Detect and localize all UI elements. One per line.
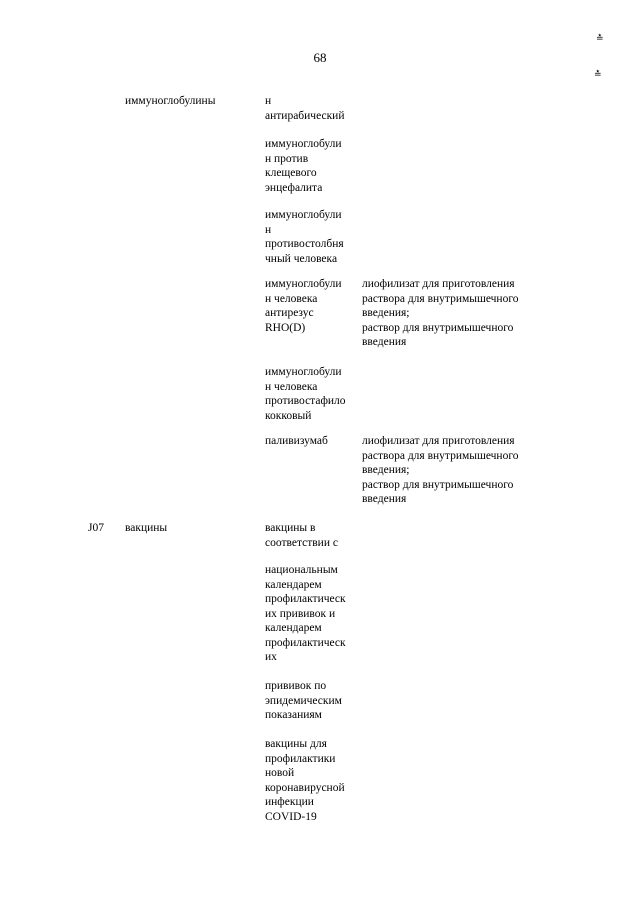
drug-name-cell: национальным календарем профилактическ их прививок и календарем профилактическ их — [265, 564, 346, 663]
drug-name-cell: н антирабический — [265, 95, 345, 122]
corner-mark: ≛ — [596, 33, 604, 43]
drug-name-cell: вакцины в соответствии с — [265, 522, 338, 549]
dosage-form-cell: лиофилизат для приготовления раствора для внутримышечного введения; раствор для внутримышечного введения — [362, 435, 519, 505]
group-cell: иммуноглобулины — [125, 95, 216, 107]
drug-name-cell: иммуноглобули н против клещевого энцефалита — [265, 138, 342, 194]
drug-name-cell: иммуноглобули н человека антирезус RHO(D) — [265, 278, 342, 334]
drug-name-cell: иммуноглобули н противостолбня чный человека — [265, 209, 344, 265]
corner-mark: ≛ — [594, 69, 602, 79]
drug-name-cell: иммуноглобули н человека противостафило кокковый — [265, 366, 346, 422]
atc-code-cell: J07 — [88, 522, 104, 534]
drug-name-cell: прививок по эпидемическим показаниям — [265, 680, 342, 721]
page-number: 68 — [313, 50, 327, 65]
dosage-form-cell: лиофилизат для приготовления раствора для внутримышечного введения; раствор для внутримышечного введения — [362, 278, 519, 348]
drug-name-cell: паливизумаб — [265, 435, 328, 447]
group-cell: вакцины — [125, 522, 168, 534]
drug-name-cell: вакцины для профилактики новой коронавирусной инфекции COVID-19 — [265, 738, 345, 823]
